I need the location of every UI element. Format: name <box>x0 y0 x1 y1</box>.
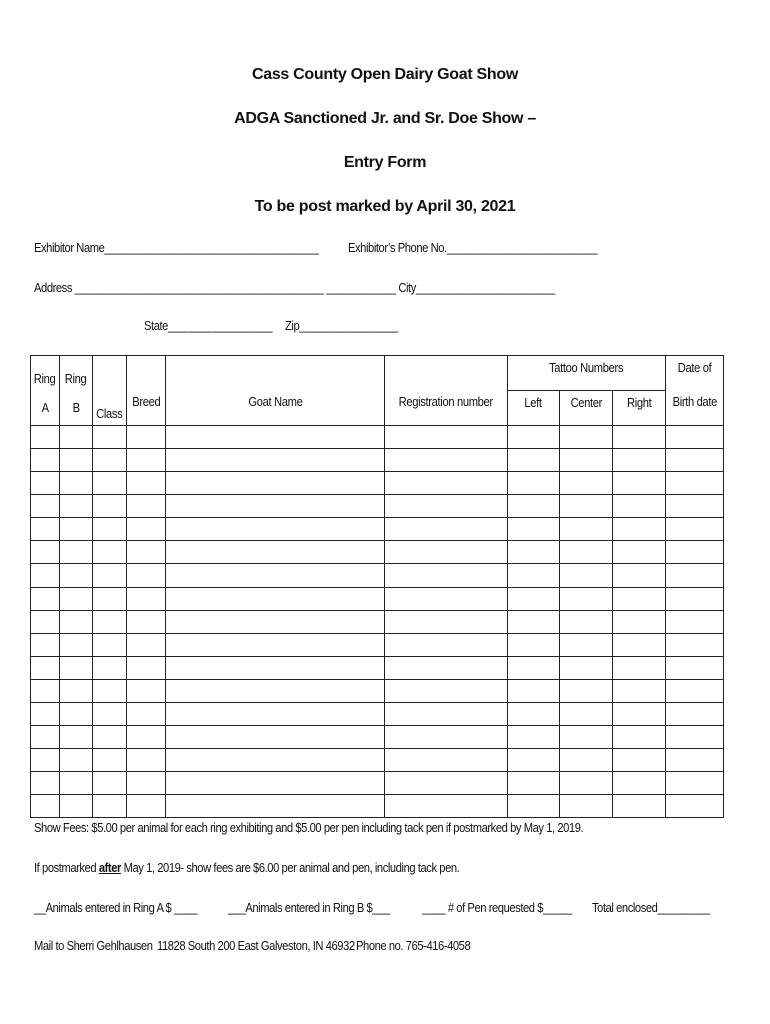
entry-cell[interactable] <box>31 748 60 771</box>
contact-phone-text: Phone no. 765-416-4058 <box>356 938 471 953</box>
late-fees-text <box>34 860 529 875</box>
entry-cell[interactable] <box>166 587 385 610</box>
entry-cell[interactable] <box>93 495 127 518</box>
entry-cell[interactable] <box>666 771 724 794</box>
entry-cell[interactable] <box>666 426 724 449</box>
entry-cell[interactable] <box>93 771 127 794</box>
entry-cell[interactable] <box>93 541 127 564</box>
entry-cell[interactable] <box>666 541 724 564</box>
entry-cell[interactable] <box>60 495 93 518</box>
entry-cell[interactable] <box>93 794 127 817</box>
entry-cell[interactable] <box>613 610 666 633</box>
header-row-top <box>31 356 724 391</box>
entry-cell[interactable] <box>385 426 508 449</box>
entry-cell[interactable] <box>31 541 60 564</box>
entry-cell[interactable] <box>93 564 127 587</box>
entry-cell[interactable] <box>385 518 508 541</box>
entry-cell[interactable] <box>613 449 666 472</box>
entry-cell[interactable] <box>666 702 724 725</box>
entry-cell[interactable] <box>560 426 613 449</box>
total-enclosed-field[interactable]: Total enclosed_________ <box>592 900 710 915</box>
entry-cell[interactable] <box>166 426 385 449</box>
entry-cell[interactable] <box>60 794 93 817</box>
entry-cell[interactable] <box>508 633 560 656</box>
entry-cell[interactable] <box>60 656 93 679</box>
ring-b-label: B <box>60 390 93 426</box>
entry-cell[interactable] <box>560 587 613 610</box>
entry-cell[interactable] <box>60 702 93 725</box>
entry-cell[interactable] <box>613 472 666 495</box>
entry-cell[interactable] <box>666 748 724 771</box>
entry-cell[interactable] <box>666 656 724 679</box>
entry-cell[interactable] <box>560 679 613 702</box>
entry-cell[interactable] <box>666 472 724 495</box>
entry-cell[interactable] <box>508 771 560 794</box>
entry-cell[interactable] <box>31 426 60 449</box>
entry-cell[interactable] <box>508 472 560 495</box>
entry-cell[interactable] <box>166 725 385 748</box>
entry-cell[interactable] <box>666 564 724 587</box>
entry-cell[interactable] <box>31 610 60 633</box>
tattoo-center-header: Center <box>560 390 613 426</box>
entry-cell[interactable] <box>385 656 508 679</box>
late-fees-after: after <box>98 860 121 875</box>
entry-cell[interactable] <box>127 495 166 518</box>
entry-cell[interactable] <box>560 449 613 472</box>
late-fees-suffix: May 1, 2019- show fees are $6.00 per animal and pen, including tack pen. <box>120 860 460 875</box>
entry-row <box>31 656 724 679</box>
entry-cell[interactable] <box>508 495 560 518</box>
entry-cell[interactable] <box>666 794 724 817</box>
entry-cell[interactable] <box>93 610 127 633</box>
entry-cell[interactable] <box>93 748 127 771</box>
ring-b-count-field[interactable]: ___Animals entered in Ring B $___ <box>228 900 390 915</box>
entry-cell[interactable] <box>385 679 508 702</box>
entry-cell[interactable] <box>508 449 560 472</box>
entry-cell[interactable] <box>93 633 127 656</box>
breed-header-top <box>127 356 166 391</box>
entry-cell[interactable] <box>93 702 127 725</box>
entry-cell[interactable] <box>385 449 508 472</box>
entry-cell[interactable] <box>166 702 385 725</box>
entry-cell[interactable] <box>127 518 166 541</box>
entry-cell[interactable] <box>60 449 93 472</box>
entry-cell[interactable] <box>613 587 666 610</box>
entry-cell[interactable] <box>560 794 613 817</box>
entry-cell[interactable] <box>31 495 60 518</box>
entry-cell[interactable] <box>93 426 127 449</box>
entry-row <box>31 495 724 518</box>
breed-header: Breed <box>127 390 166 426</box>
entry-cell[interactable] <box>385 610 508 633</box>
pens-requested-field[interactable]: ____ # of Pen requested $_____ <box>422 900 572 915</box>
entry-cell[interactable] <box>93 679 127 702</box>
entry-cell[interactable] <box>613 541 666 564</box>
entry-cell[interactable] <box>508 426 560 449</box>
entry-cell[interactable] <box>127 748 166 771</box>
entry-cell[interactable] <box>31 725 60 748</box>
entry-cell[interactable] <box>560 633 613 656</box>
entry-row <box>31 794 724 817</box>
entry-cell[interactable] <box>93 656 127 679</box>
entry-cell[interactable] <box>166 518 385 541</box>
entry-cell[interactable] <box>385 587 508 610</box>
entry-cell[interactable] <box>508 748 560 771</box>
entry-cell[interactable] <box>560 472 613 495</box>
entry-cell[interactable] <box>166 495 385 518</box>
entry-cell[interactable] <box>166 449 385 472</box>
entry-cell[interactable] <box>385 495 508 518</box>
entry-cell[interactable] <box>385 748 508 771</box>
entry-cell[interactable] <box>127 656 166 679</box>
registration-header-top <box>385 356 508 391</box>
entry-cell[interactable] <box>60 541 93 564</box>
late-fees-prefix: If postmarked <box>34 860 99 875</box>
entry-cell[interactable] <box>93 725 127 748</box>
goat-name-header-top <box>166 356 385 391</box>
entry-cell[interactable] <box>31 449 60 472</box>
entry-cell[interactable] <box>31 633 60 656</box>
entry-row <box>31 449 724 472</box>
entry-cell[interactable] <box>385 541 508 564</box>
exhibitor-phone-field[interactable]: Exhibitor’s Phone No.__________________________ <box>348 240 598 255</box>
entry-cell[interactable] <box>93 449 127 472</box>
entry-cell[interactable] <box>613 656 666 679</box>
entry-cell[interactable] <box>60 426 93 449</box>
entry-cell[interactable] <box>508 610 560 633</box>
entry-cell[interactable] <box>127 449 166 472</box>
entry-cell[interactable] <box>613 794 666 817</box>
zip-field[interactable]: Zip_________________ <box>285 318 398 333</box>
entry-row <box>31 587 724 610</box>
entry-cell[interactable] <box>127 771 166 794</box>
entry-cell[interactable] <box>508 541 560 564</box>
tattoo-left-header: Left <box>508 390 560 426</box>
entry-cell[interactable] <box>613 426 666 449</box>
show-fees-text: Show Fees: $5.00 per animal for each ring exhibiting and $5.00 per pen including tack pen if postmarked by May 1, 2019. <box>34 820 584 835</box>
entry-table <box>30 355 724 818</box>
mail-to-text: Mail to Sherri Gehlhausen <box>34 938 153 953</box>
entry-cell[interactable] <box>31 771 60 794</box>
entry-cell[interactable] <box>613 495 666 518</box>
entry-cell[interactable] <box>31 656 60 679</box>
entry-cell[interactable] <box>560 610 613 633</box>
entry-row <box>31 771 724 794</box>
entry-cell[interactable] <box>560 518 613 541</box>
entry-cell[interactable] <box>666 518 724 541</box>
entry-cell[interactable] <box>560 495 613 518</box>
entry-cell[interactable] <box>31 679 60 702</box>
entry-cell[interactable] <box>613 725 666 748</box>
entry-cell[interactable] <box>166 610 385 633</box>
entry-cell[interactable] <box>560 748 613 771</box>
entry-row <box>31 472 724 495</box>
entry-cell[interactable] <box>93 472 127 495</box>
entry-cell[interactable] <box>166 679 385 702</box>
date-of-header: Date of <box>666 356 724 391</box>
entry-cell[interactable] <box>508 587 560 610</box>
entry-cell[interactable] <box>613 564 666 587</box>
entry-cell[interactable] <box>508 564 560 587</box>
entry-cell[interactable] <box>166 564 385 587</box>
entry-cell[interactable] <box>666 495 724 518</box>
entry-row <box>31 633 724 656</box>
entry-cell[interactable] <box>127 587 166 610</box>
address-field[interactable]: Address ___________________________________________ ____________ City________________________ <box>34 280 555 295</box>
entry-cell[interactable] <box>508 794 560 817</box>
entry-cell[interactable] <box>127 633 166 656</box>
entry-cell[interactable] <box>385 725 508 748</box>
entry-cell[interactable] <box>127 702 166 725</box>
ring-b-header: Ring <box>60 356 93 391</box>
form-heading: Entry Form <box>343 154 427 171</box>
entry-cell[interactable] <box>60 725 93 748</box>
entry-cell[interactable] <box>613 748 666 771</box>
entry-cell[interactable] <box>60 610 93 633</box>
entry-cell[interactable] <box>31 518 60 541</box>
entry-cell[interactable] <box>385 472 508 495</box>
entry-row <box>31 748 724 771</box>
entry-cell[interactable] <box>560 725 613 748</box>
entry-row <box>31 518 724 541</box>
goat-name-header: Goat Name <box>166 390 385 426</box>
entry-cell[interactable] <box>31 794 60 817</box>
entry-cell[interactable] <box>560 702 613 725</box>
entry-cell[interactable] <box>666 587 724 610</box>
entry-cell[interactable] <box>560 564 613 587</box>
entry-row <box>31 564 724 587</box>
entry-cell[interactable] <box>60 472 93 495</box>
entry-cell[interactable] <box>166 794 385 817</box>
class-header-top <box>93 356 127 391</box>
postmark-deadline: To be post marked by April 30, 2021 <box>254 198 516 215</box>
entry-cell[interactable] <box>385 564 508 587</box>
header-row-bottom <box>31 390 724 426</box>
tattoo-right-header: Right <box>613 390 666 426</box>
entry-cell[interactable] <box>613 518 666 541</box>
entry-cell[interactable] <box>31 472 60 495</box>
entry-row <box>31 702 724 725</box>
entry-cell[interactable] <box>613 679 666 702</box>
entry-cell[interactable] <box>166 633 385 656</box>
entry-cell[interactable] <box>127 679 166 702</box>
tattoo-numbers-header: Tattoo Numbers <box>508 356 666 391</box>
entry-cell[interactable] <box>166 771 385 794</box>
entry-cell[interactable] <box>60 518 93 541</box>
entry-cell[interactable] <box>613 633 666 656</box>
entry-cell[interactable] <box>127 564 166 587</box>
entry-cell[interactable] <box>60 564 93 587</box>
entry-cell[interactable] <box>60 748 93 771</box>
entry-cell[interactable] <box>508 725 560 748</box>
entry-cell[interactable] <box>60 679 93 702</box>
entry-cell[interactable] <box>127 472 166 495</box>
entry-cell[interactable] <box>31 564 60 587</box>
entry-cell[interactable] <box>508 656 560 679</box>
entry-cell[interactable] <box>31 702 60 725</box>
entry-cell[interactable] <box>93 518 127 541</box>
entry-cell[interactable] <box>166 748 385 771</box>
entry-cell[interactable] <box>166 472 385 495</box>
entry-cell[interactable] <box>127 725 166 748</box>
registration-header: Registration number <box>385 390 508 426</box>
entry-cell[interactable] <box>385 702 508 725</box>
ring-a-header: Ring <box>31 356 60 391</box>
entry-cell[interactable] <box>508 518 560 541</box>
entry-cell[interactable] <box>560 771 613 794</box>
entry-cell[interactable] <box>127 426 166 449</box>
entry-cell[interactable] <box>613 771 666 794</box>
entry-cell[interactable] <box>508 702 560 725</box>
entry-cell[interactable] <box>613 702 666 725</box>
entry-cell[interactable] <box>508 679 560 702</box>
entry-row <box>31 610 724 633</box>
ring-a-label: A <box>31 390 60 426</box>
class-header: Class <box>93 390 127 426</box>
entry-cell[interactable] <box>166 656 385 679</box>
ring-a-count-field[interactable]: __Animals entered in Ring A $ ____ <box>34 900 198 915</box>
entry-cell[interactable] <box>60 587 93 610</box>
entry-cell[interactable] <box>127 541 166 564</box>
mail-address-text: 11828 South 200 East Galveston, IN 46932 <box>157 938 355 953</box>
entry-cell[interactable] <box>60 771 93 794</box>
state-field[interactable]: State__________________ <box>144 318 273 333</box>
entry-cell[interactable] <box>93 587 127 610</box>
entry-cell[interactable] <box>127 610 166 633</box>
entry-cell[interactable] <box>385 794 508 817</box>
entry-cell[interactable] <box>666 610 724 633</box>
entry-cell[interactable] <box>127 794 166 817</box>
entry-cell[interactable] <box>666 725 724 748</box>
form-subtitle: ADGA Sanctioned Jr. and Sr. Doe Show – <box>234 110 536 127</box>
entry-cell[interactable] <box>60 633 93 656</box>
entry-cell[interactable] <box>666 449 724 472</box>
entry-cell[interactable] <box>166 541 385 564</box>
entry-cell[interactable] <box>385 771 508 794</box>
form-title: Cass County Open Dairy Goat Show <box>251 66 518 83</box>
birth-date-header: Birth date <box>666 390 724 426</box>
entry-cell[interactable] <box>31 587 60 610</box>
exhibitor-name-field[interactable]: Exhibitor Name_____________________________________ <box>34 240 319 255</box>
entry-cell[interactable] <box>385 633 508 656</box>
entry-row <box>31 725 724 748</box>
entry-row <box>31 426 724 449</box>
entry-row <box>31 679 724 702</box>
entry-cell[interactable] <box>560 656 613 679</box>
entry-row <box>31 541 724 564</box>
entry-cell[interactable] <box>666 679 724 702</box>
entry-cell[interactable] <box>560 541 613 564</box>
entry-cell[interactable] <box>666 633 724 656</box>
